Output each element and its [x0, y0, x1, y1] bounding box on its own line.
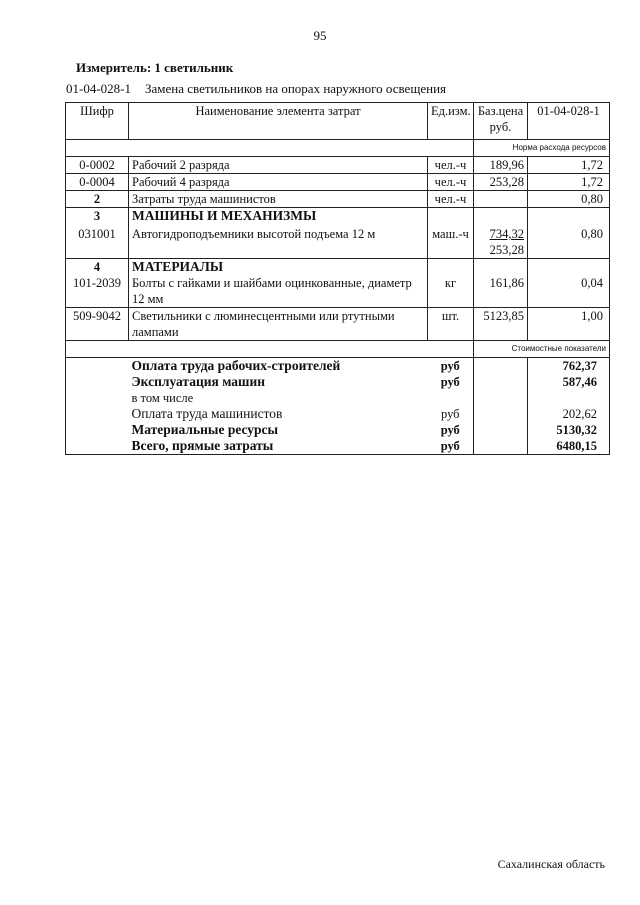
row-code: 509-9042 — [66, 308, 129, 341]
header-code: Шифр — [66, 103, 129, 140]
meter-label: Измеритель: 1 светильник — [76, 60, 234, 75]
summary-unit: руб — [428, 422, 474, 438]
row-qty: 0,80 — [528, 191, 610, 208]
summary-row — [66, 374, 610, 390]
cost-caption-row — [66, 341, 610, 358]
header-rate-code: 01-04-028-1 — [528, 103, 610, 140]
summary-row — [66, 422, 610, 438]
row-unit: чел.-ч — [428, 174, 474, 191]
row-unit: чел.-ч — [428, 191, 474, 208]
row-code: 101-2039 — [66, 275, 129, 308]
summary-name: Оплата труда машинистов — [131, 406, 283, 421]
row-qty: 1,72 — [528, 174, 610, 191]
summary-unit: руб — [428, 406, 474, 422]
row-code: 2 — [66, 191, 129, 208]
table-row — [66, 308, 610, 341]
estimate-table — [65, 102, 610, 455]
table-subtitle — [66, 81, 446, 97]
summary-value: 762,37 — [528, 358, 610, 375]
footer-region: Сахалинская область — [497, 857, 605, 871]
summary-name: Эксплуатация машин — [131, 374, 266, 389]
section-code: 4 — [66, 259, 129, 276]
row-name: Рабочий 4 разряда — [129, 174, 428, 191]
subtitle-code: 01-04-028-1 — [66, 81, 131, 96]
row-price: 253,28 — [474, 174, 528, 191]
row-name: Болты с гайками и шайбами оцинкованные, диаметр 12 мм — [129, 275, 428, 308]
summary-row — [66, 358, 610, 375]
table-row — [66, 157, 610, 174]
row-name: Автогидроподъемники высотой подъема 12 м — [129, 224, 428, 259]
row-price — [474, 191, 528, 208]
summary-unit: руб — [428, 374, 474, 390]
table-header-row — [66, 103, 610, 140]
summary-value: 202,62 — [528, 406, 610, 422]
summary-name: Оплата труда рабочих-строителей — [129, 358, 428, 375]
summary-name: Всего, прямые затраты — [129, 438, 428, 455]
norm-caption: Норма расхода ресурсов — [474, 140, 610, 157]
row-price: 189,96 — [474, 157, 528, 174]
row-price: 5123,85 — [474, 308, 528, 341]
row-qty: 0,80 — [528, 224, 610, 259]
row-name: Затраты труда машинистов — [129, 191, 428, 208]
header-unit: Ед.изм. — [428, 103, 474, 140]
row-price: 161,86 — [474, 275, 528, 308]
summary-row — [66, 390, 610, 406]
section-row-materials — [66, 259, 610, 276]
row-qty: 0,04 — [528, 275, 610, 308]
page-number: 95 — [313, 28, 327, 43]
cost-caption: Стоимостные показатели — [474, 341, 610, 358]
table-row — [66, 275, 610, 308]
subtitle-title: Замена светильников на опорах наружного освещения — [145, 81, 447, 96]
summary-value: 587,46 — [528, 374, 610, 390]
table-row — [66, 174, 610, 191]
row-code: 031001 — [66, 224, 129, 259]
row-name: Светильники с люминесцентными или ртутными лампами — [129, 308, 428, 341]
row-code: 0-0004 — [66, 174, 129, 191]
section-title: МАШИНЫ И МЕХАНИЗМЫ — [129, 208, 428, 225]
summary-name: в том числе — [131, 391, 194, 405]
header-price: Баз.цена руб. — [474, 103, 528, 140]
summary-row — [66, 406, 610, 422]
row-qty: 1,72 — [528, 157, 610, 174]
row-unit: чел.-ч — [428, 157, 474, 174]
section-code: 3 — [66, 208, 129, 225]
summary-unit: руб — [428, 438, 474, 455]
row-name: Рабочий 2 разряда — [129, 157, 428, 174]
norm-caption-row — [66, 140, 610, 157]
row-price — [474, 224, 528, 259]
row-unit: шт. — [428, 308, 474, 341]
row-price-bottom: 253,28 — [489, 243, 524, 257]
summary-value: 5130,32 — [528, 422, 610, 438]
table-row — [66, 224, 610, 259]
row-code: 0-0002 — [66, 157, 129, 174]
summary-name: Материальные ресурсы — [131, 422, 279, 437]
section-row-machines — [66, 208, 610, 225]
summary-unit: руб — [428, 358, 474, 375]
table-row — [66, 191, 610, 208]
row-unit: маш.-ч — [428, 224, 474, 259]
summary-value: 6480,15 — [528, 438, 610, 455]
row-unit: кг — [428, 275, 474, 308]
summary-row — [66, 438, 610, 455]
header-name: Наименование элемента затрат — [129, 103, 428, 140]
section-title: МАТЕРИАЛЫ — [129, 259, 428, 276]
row-price-top: 734,32 — [489, 227, 524, 241]
row-qty: 1,00 — [528, 308, 610, 341]
